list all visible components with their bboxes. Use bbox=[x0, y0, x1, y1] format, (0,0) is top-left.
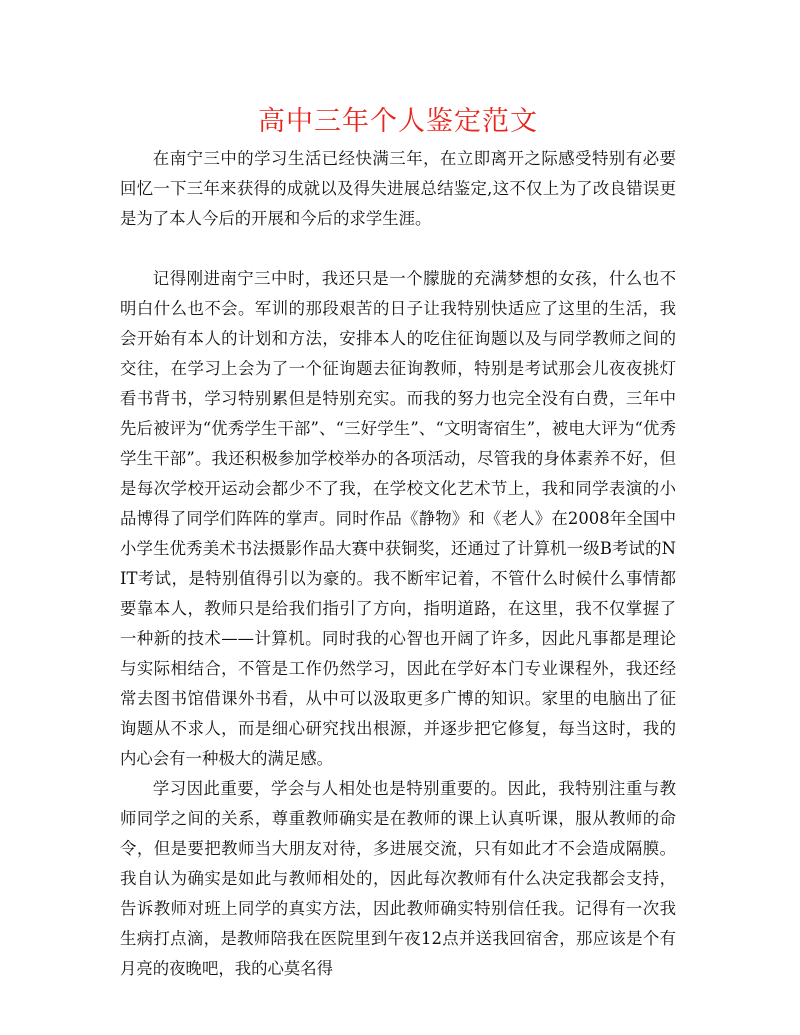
paragraph-relationships: 学习因此重要，学会与人相处也是特别重要的。因此，我特别注重与教师同学之间的关系，尊重教师确实是在教师的课上认真听课，服从教师的命令，但是要把教师当大朋友对待，多进展交流，只有如此才不会造成隔膜。我自认为确实是如此与教师相处的，因此每次教师有什么决定我都会支持，告诉教师对班上同学的真实方法，因此教师确实特别信任我。记得有一次我生病打点滴，是教师陪我在医院里到午夜12点并送我回宿舍，那应该是个有月亮的夜晚吧，我的心莫名得 bbox=[120, 779, 676, 978]
paragraph-intro: 在南宁三中的学习生活已经快满三年，在立即离开之际感受特别有必要回忆一下三年来获得的成就以及得失进展总结鉴定,这不仅上为了改良错误更是为了本人今后的开展和今后的求学生涯。 bbox=[120, 149, 676, 228]
document-body bbox=[120, 144, 676, 984]
paragraph-spacer bbox=[120, 234, 676, 264]
document-title: 高中三年个人鉴定范文 bbox=[258, 106, 538, 137]
paragraph-memories: 记得刚进南宁三中时，我还只是一个朦胧的充满梦想的女孩，什么也不明白什么也不会。军训的那段艰苦的日子让我特别快适应了这里的生活，我会开始有本人的计划和方法，安排本人的吃住征询题以及与同学教师之间的交往，在学习上会为了一个征询题去征询教师，特别是考试那会儿夜夜挑灯看书背书，学习特别累但是特别充实。而我的努力也完全没有白费，三年中先后被评为“优秀学生干部”、“三好学生”、“文明寄宿生”，被电大评为“优秀学生干部”。我还积极参加学校举办的各项活动，尽管我的身体素养不好，但是每次学校开运动会都少不了我，在学校文化艺术节上，我和同学表演的小品博得了同学们阵阵的掌声。同时作品《静物》和《老人》在2008年全国中小学生优秀美术书法摄影作品大赛中获铜奖，还通过了计算机一级B考试的NIT考试，是特别值得引以为豪的。我不断牢记着，不管什么时候什么事情都要靠本人，教师只是给我们指引了方向，指明道路，在这里，我不仅掌握了一种新的技术——计算机。同时我的心智也开阔了许多，因此凡事都是理论与实际相结合，不管是工作仍然学习，因此在学好本门专业课程外，我还经常去图书馆借课外书看，从中可以汲取更多广博的知识。家里的电脑出了征询题从不求人，而是细心研究找出根源，并逐步把它修复，每当这时，我的内心会有一种极大的满足感。 bbox=[120, 269, 676, 768]
